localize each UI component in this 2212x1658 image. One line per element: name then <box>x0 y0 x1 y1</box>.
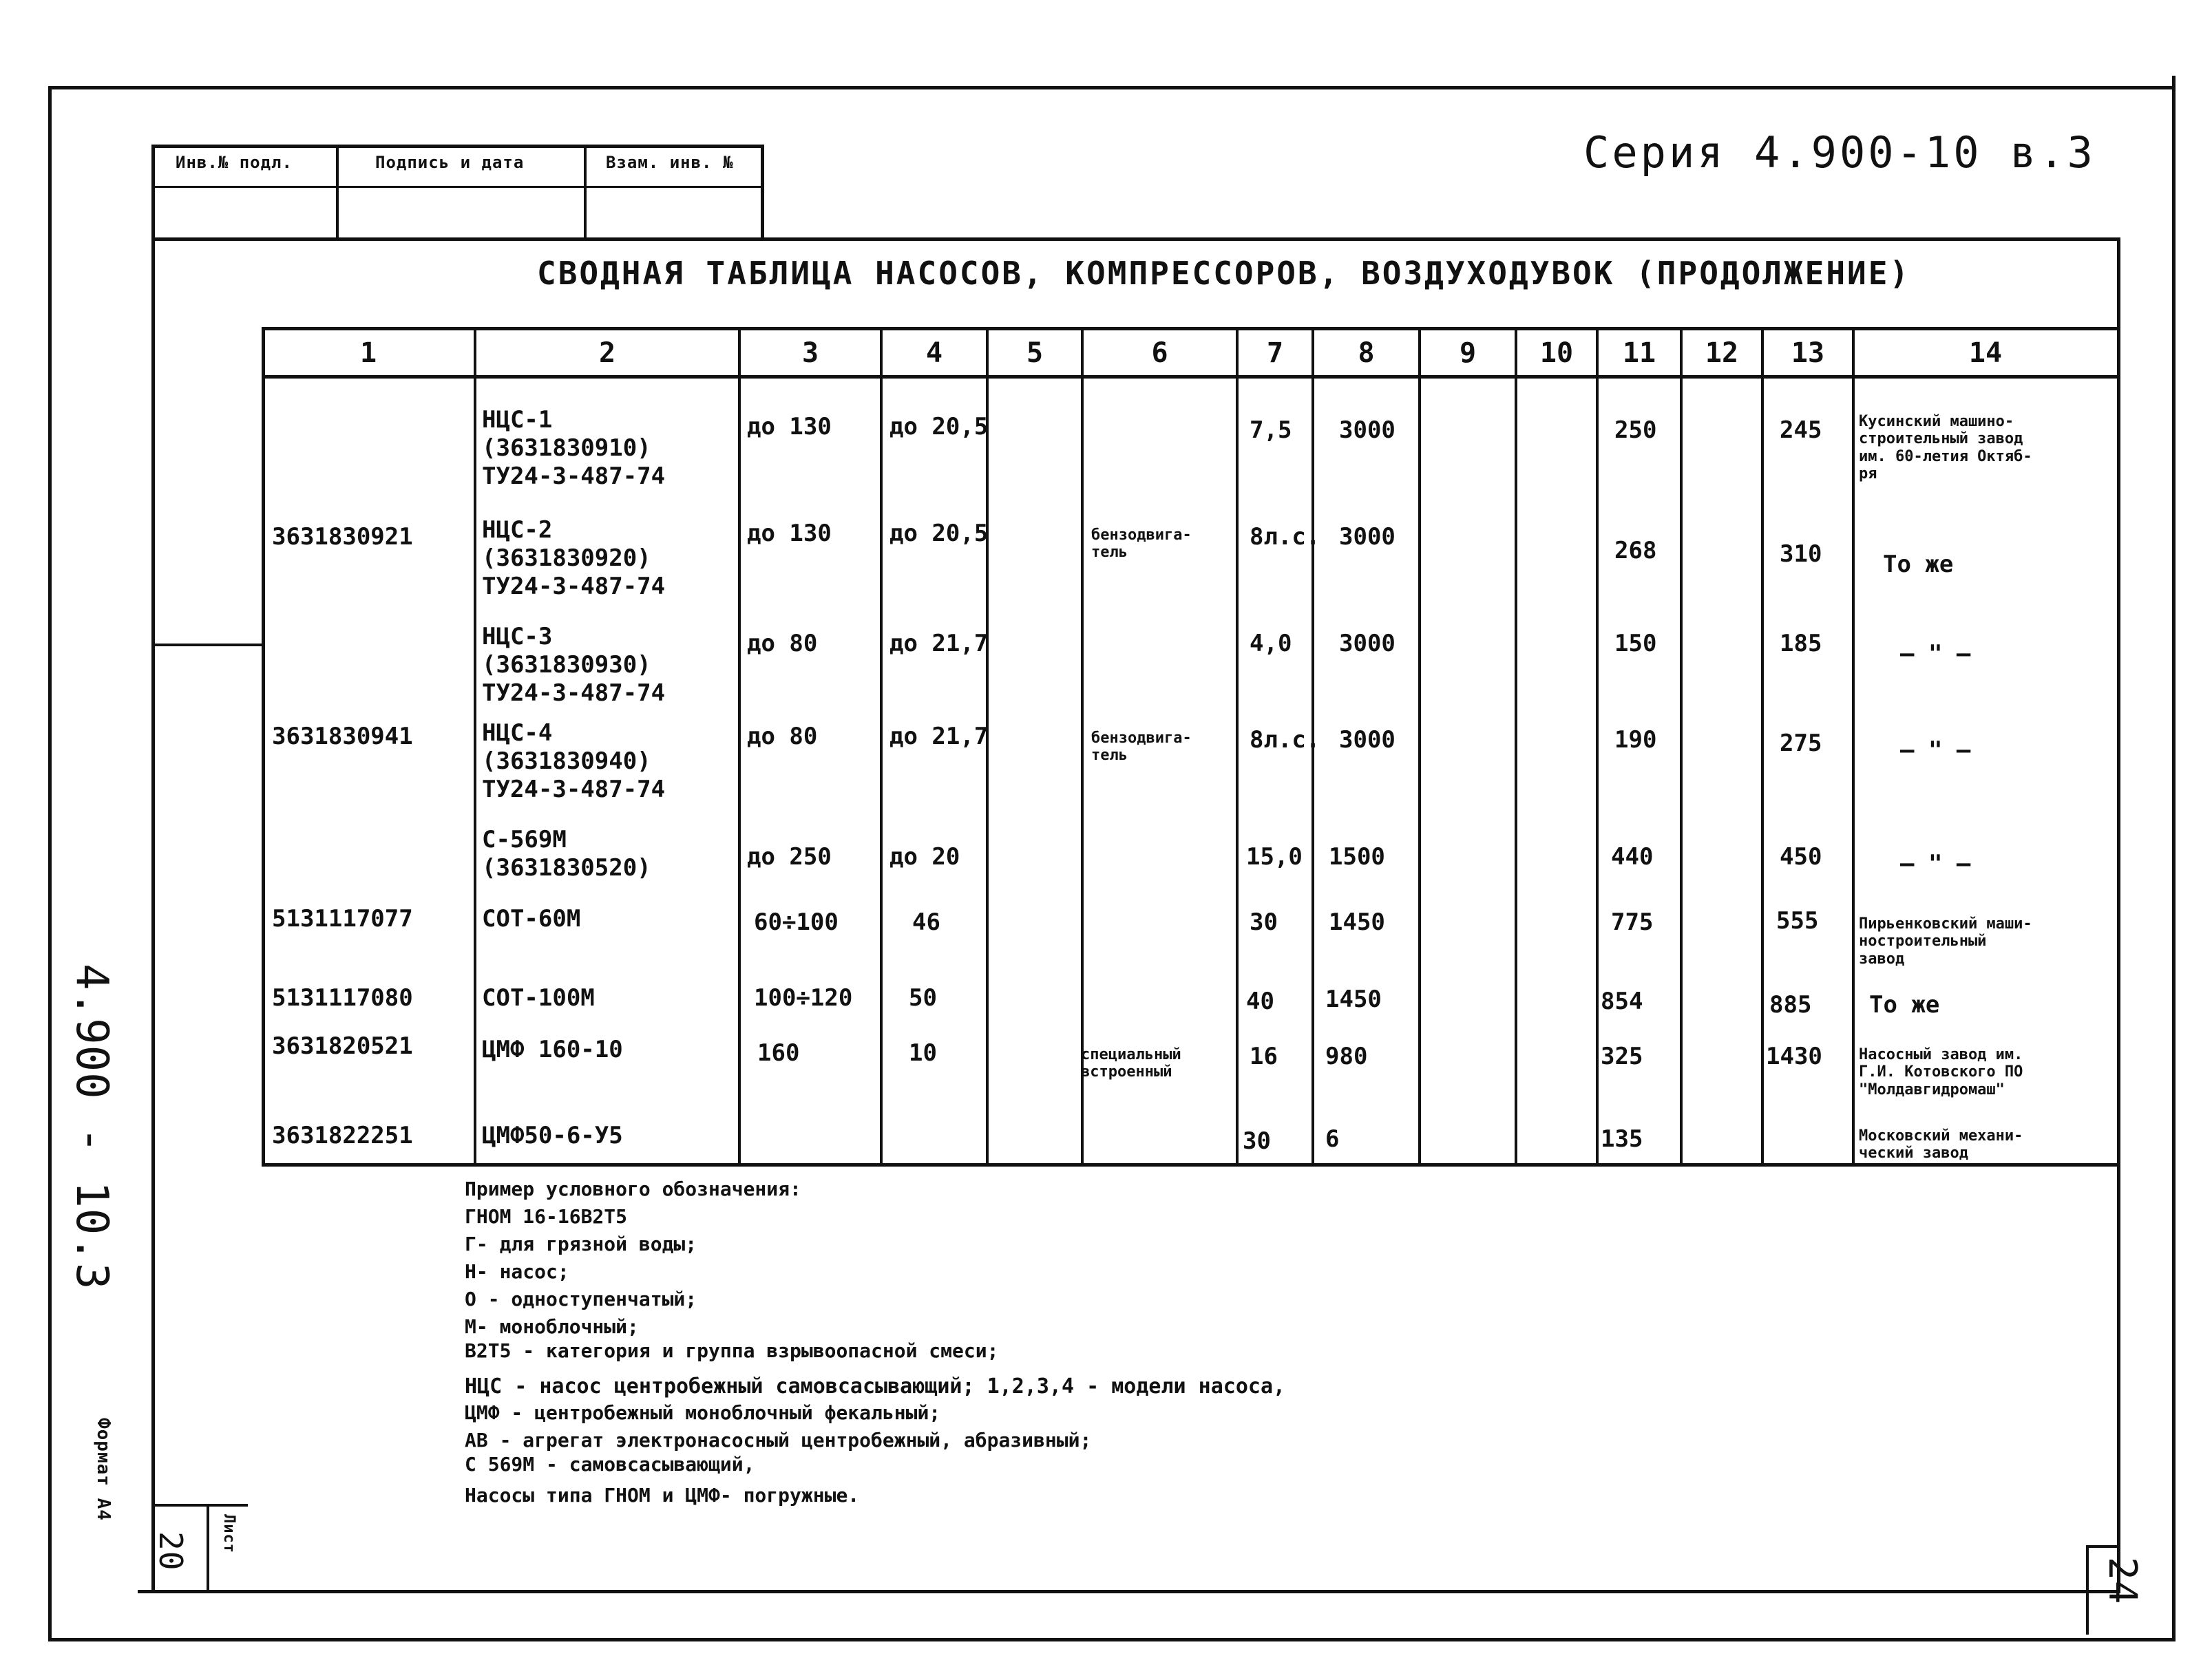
note-line: ЦМФ - центробежный моноблочный фекальный; <box>465 1401 941 1424</box>
inner-frame-top <box>151 237 2120 241</box>
sheet-number: 20 <box>152 1531 189 1571</box>
col-header-9: 9 <box>1459 337 1477 369</box>
note-line: Н- насос; <box>465 1260 569 1283</box>
inner-frame-right <box>2117 237 2120 1593</box>
stamp-sign-label: Подпись и дата <box>375 153 525 172</box>
note-line: О - одноступенчатый; <box>465 1288 697 1310</box>
outer-frame-top <box>48 86 2176 89</box>
outer-frame-left <box>48 86 52 1641</box>
note-line: С 569М - самовсасывающий, <box>465 1453 755 1476</box>
outer-frame-right <box>2172 76 2176 1641</box>
col-header-13: 13 <box>1791 337 1825 369</box>
series-label: Серия 4.900-10 в.3 <box>1583 127 2096 178</box>
note-line: Насосы типа ГНОМ и ЦМФ- погружные. <box>465 1484 860 1507</box>
col-header-4: 4 <box>925 337 943 369</box>
col-header-5: 5 <box>1026 337 1044 369</box>
inner-frame-left <box>151 145 155 1593</box>
format-label: Формат А4 <box>93 1418 114 1521</box>
col-header-12: 12 <box>1705 337 1739 369</box>
stamp-inv-label: Инв.№ подл. <box>176 153 293 172</box>
note-line: ГНОМ 16-16В2Т5 <box>465 1205 628 1228</box>
sheet-label: Лист <box>220 1514 238 1553</box>
page-number: 24 <box>2100 1557 2145 1605</box>
note-line: НЦС - насос центробежный самовсасывающий; 1,2,3,4 - модели насоса, <box>465 1374 1286 1399</box>
note-line: Г- для грязной воды; <box>465 1233 697 1255</box>
outer-frame-bottom <box>48 1638 2176 1641</box>
col-header-11: 11 <box>1622 337 1656 369</box>
col-header-2: 2 <box>598 337 616 369</box>
col-header-8: 8 <box>1358 337 1375 369</box>
note-line: М- моноблочный; <box>465 1315 639 1338</box>
note-line: Пример условного обозначения: <box>465 1178 801 1200</box>
col-header-10: 10 <box>1539 337 1574 369</box>
page-title: СВОДНАЯ ТАБЛИЦА НАСОСОВ, КОМПРЕССОРОВ, ВОЗДУХОДУВОК (ПРОДОЛЖЕНИЕ) <box>537 255 1911 292</box>
note-line: В2Т5 - категория и группа взрывоопасной смеси; <box>465 1339 999 1362</box>
col-header-7: 7 <box>1266 337 1284 369</box>
col-header-14: 14 <box>1968 337 2003 369</box>
col-header-6: 6 <box>1151 337 1168 369</box>
inner-frame-bottom <box>138 1590 2120 1593</box>
side-code: 4.900 - 10.3 <box>66 964 117 1290</box>
col-header-1: 1 <box>359 337 377 369</box>
stamp-replace-label: Взам. инв. № <box>606 153 734 172</box>
col-header-3: 3 <box>801 337 819 369</box>
note-line: АВ - агрегат электронасосный центробежный, абразивный; <box>465 1429 1092 1452</box>
